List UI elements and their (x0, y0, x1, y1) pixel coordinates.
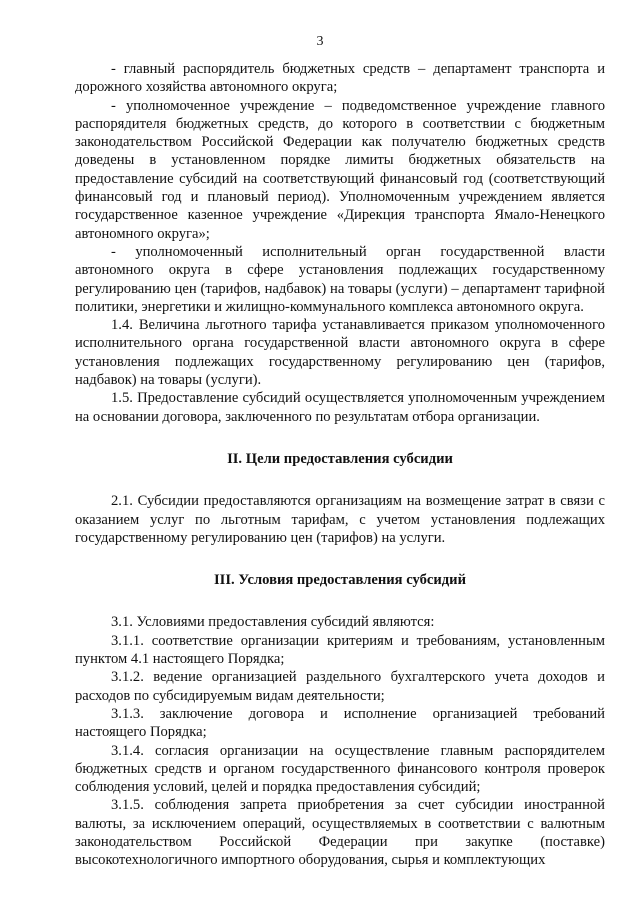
paragraph-3-1-3: 3.1.3. заключение договора и исполнение организацией требований настоящего Порядка; (75, 705, 605, 741)
paragraph-3-1-4: 3.1.4. согласия организации на осуществление главным распорядителем бюджетных средств и органом государственного финансового контроля проверок соблюдения условий, целей и порядка предоставления субсидий; (75, 742, 605, 796)
paragraph-3-1: 3.1. Условиями предоставления субсидий являются: (111, 614, 435, 631)
paragraph-authorized-institution: - уполномоченное учреждение – подведомственное учреждение главного распорядителя бюджетных средств, до которого в соответствии с бюджетным законодательством Российской Федерации как получателю бюджетных средств доведены в установленном порядке лимиты бюджетных обязательств на предоставление субсидий на соответствующий финансовый год (соответствующий финансовый год и плановый период). Уполномоченным учреждением является государственное казенное учреждение «Дирекция транспорта Ямало-Ненецкого автономного округа»; (75, 97, 605, 242)
paragraph-3-1-2: 3.1.2. ведение организацией раздельного бухгалтерского учета доходов и расходов по субсидируемым видам деятельности; (75, 669, 605, 704)
page-number: 3 (316, 34, 324, 49)
section-3-heading: III. Условия предоставления субсидий (214, 572, 466, 589)
section-2-heading: II. Цели предоставления субсидии (227, 450, 453, 467)
paragraph-authorized-executive-body: - уполномоченный исполнительный орган государственной власти автономного округа в сфере установления подлежащих государственному регулированию цен (тарифов, надбавок) на товары (услуги) – департамент тарифной политики, энергетики и жилищно-коммунального комплекса автономного округа. (75, 243, 605, 315)
paragraph-3-1-5: 3.1.5. соблюдения запрета приобретения за счет субсидии иностранной валюты, за исключением операций, осуществляемых в соответствии с валютным законодательством Российской Федерации при закупке (поставке) высокотехнологичного импортного оборудования, сырья и комплектующих (75, 797, 605, 869)
paragraph-main-administrator: - главный распорядитель бюджетных средств – департамент транспорта и дорожного хозяйства автономного округа; (75, 61, 605, 96)
document-body (75, 60, 605, 870)
paragraph-1-5: 1.5. Предоставление субсидий осуществляется уполномоченным учреждением на основании договора, заключенного по результатам отбора организации. (75, 390, 605, 425)
paragraph-1-4: 1.4. Величина льготного тарифа устанавливается приказом уполномоченного исполнительного органа государственной власти автономного округа в сфере установления подлежащих государственному регулированию цен (тарифов, надбавок) на товары (услуги). (75, 317, 605, 389)
paragraph-2-1: 2.1. Субсидии предоставляются организациям на возмещение затрат в связи с оказанием услуг по льготным тарифам, с учетом установления подлежащих государственному регулированию цен (тарифов) на услуги. (75, 493, 605, 546)
paragraph-3-1-1: 3.1.1. соответствие организации критериям и требованиям, установленным пунктом 4.1 настоящего Порядка; (75, 632, 605, 668)
